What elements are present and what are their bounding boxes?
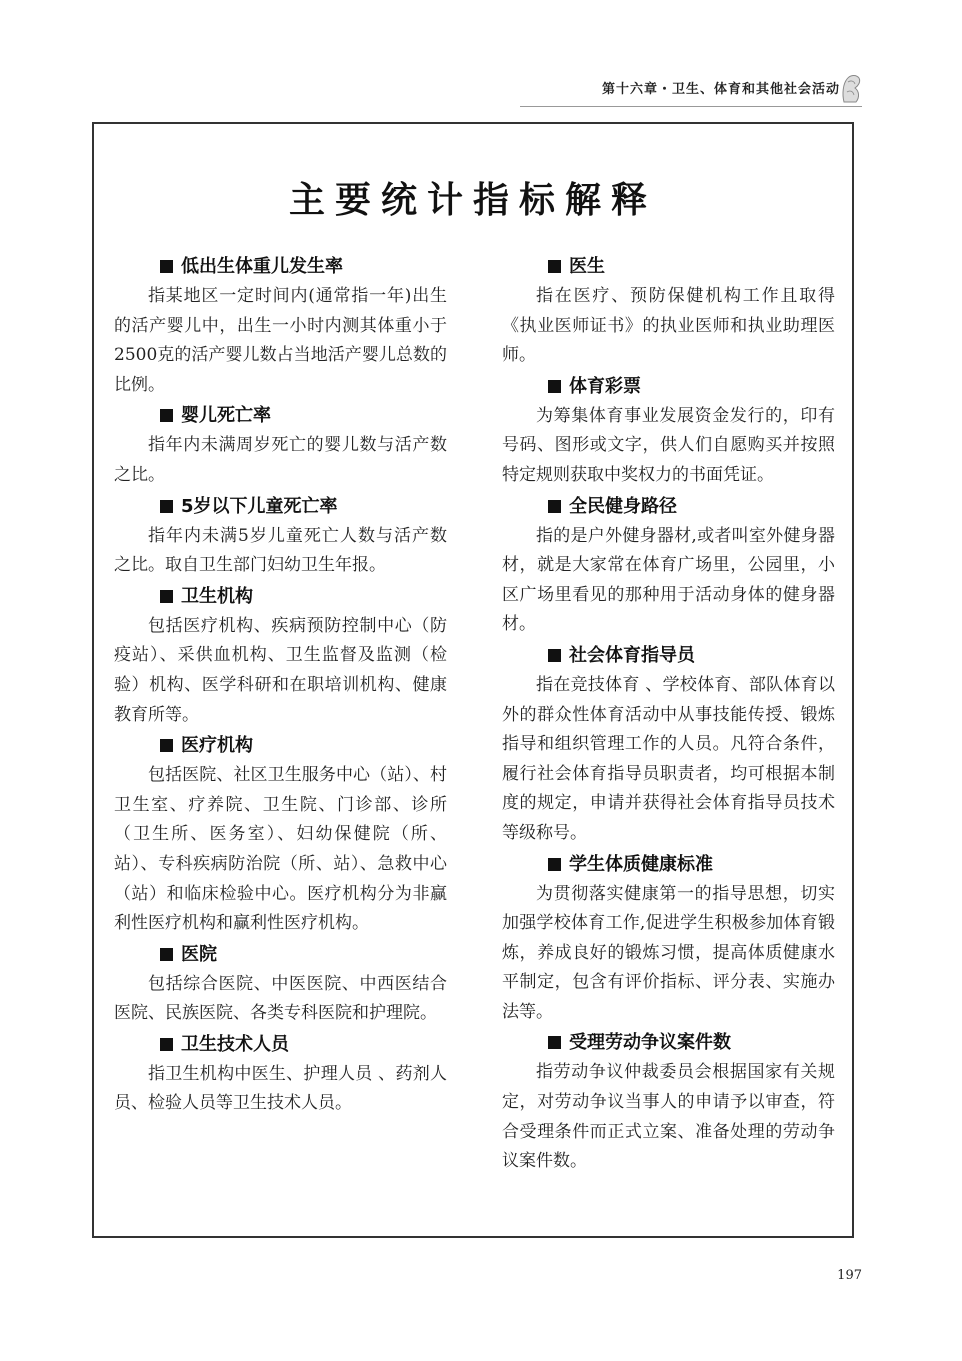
page-title: 主要统计指标解释 <box>288 179 657 221</box>
term-heading: 低出生体重儿发生率 <box>114 252 447 282</box>
page-number: 197 <box>837 1268 862 1283</box>
term-definition: 包括综合医院、中医医院、中西医结合医院、民族医院、各类专科医院和护理院。 <box>114 973 447 1024</box>
left-column <box>114 252 447 1120</box>
content-frame <box>92 122 854 1238</box>
term-heading: 医疗机构 <box>114 731 447 761</box>
term-heading: 婴儿死亡率 <box>114 401 447 431</box>
term-heading: 社会体育指导员 <box>502 641 835 671</box>
term-heading: 体育彩票 <box>502 372 835 402</box>
square-bullet-icon <box>548 380 561 393</box>
header-rule <box>520 106 862 107</box>
square-bullet-icon <box>160 1038 173 1051</box>
chapter-ornament-icon <box>840 72 862 104</box>
square-bullet-icon <box>160 260 173 273</box>
term-definition: 指卫生机构中医生、护理人员 、药剂人员、检验人员等卫生技术人员。 <box>114 1063 447 1114</box>
square-bullet-icon <box>160 948 173 961</box>
term-definition: 为筹集体育事业发展资金发行的，印有号码、图形或文字，供人们自愿购买并按照特定规则获取中奖权力的书面凭证。 <box>502 405 835 485</box>
term-heading: 卫生技术人员 <box>114 1030 447 1060</box>
term-definition: 指年内未满5岁儿童死亡人数与活产数之比。取自卫生部门妇幼卫生年报。 <box>114 525 447 576</box>
term-definition: 包括医疗机构、疾病预防控制中心（防疫站）、采供血机构、卫生监督及监测（检验）机构、医学科研和在职培训机构、健康教育所等。 <box>114 615 447 725</box>
square-bullet-icon <box>160 590 173 603</box>
term-heading: 全民健身路径 <box>502 492 835 522</box>
square-bullet-icon <box>548 1036 561 1049</box>
term-definition: 包括医院、社区卫生服务中心（站）、村卫生室、疗养院、卫生院、门诊部、诊所（卫生所、医务室）、妇幼保健院（所、站）、专科疾病防治院（所、站）、急救中心（站）和临床检验中心。医疗机构分为非赢利性医疗机构和赢利性医疗机构。 <box>114 765 447 934</box>
term-heading: 医院 <box>114 940 447 970</box>
square-bullet-icon <box>160 739 173 752</box>
term-definition: 指在竞技体育 、学校体育、部队体育以外的群众性体育活动中从事技能传授、锻炼指导和组织管理工作的人员。凡符合条件，履行社会体育指导员职责者，均可根据本制度的规定，申请并获得社会体育指导员技术等级称号。 <box>502 674 835 843</box>
term-heading: 5岁以下儿童死亡率 <box>114 492 447 522</box>
running-head: 第十六章・卫生、体育和其他社会活动 <box>601 82 840 97</box>
square-bullet-icon <box>160 409 173 422</box>
term-definition: 指的是户外健身器材,或者叫室外健身器材，就是大家常在体育广场里，公园里，小区广场里看见的那种用于活动身体的健身器材。 <box>502 525 835 635</box>
term-definition: 指年内未满周岁死亡的婴儿数与活产数之比。 <box>114 435 447 485</box>
term-heading: 卫生机构 <box>114 582 447 612</box>
square-bullet-icon <box>548 260 561 273</box>
square-bullet-icon <box>548 858 561 871</box>
square-bullet-icon <box>160 500 173 513</box>
term-definition: 指在医疗、预防保健机构工作且取得《执业医师证书》的执业医师和执业助理医师。 <box>502 286 835 366</box>
term-heading: 医生 <box>502 252 835 282</box>
term-definition: 为贯彻落实健康第一的指导思想，切实加强学校体育工作,促进学生积极参加体育锻炼，养成良好的锻炼习惯，提高体质健康水平制定，包含有评价指标、评分表、实施办法等。 <box>502 883 835 1022</box>
square-bullet-icon <box>548 649 561 662</box>
term-definition: 指劳动争议仲裁委员会根据国家有关规定，对劳动争议当事人的申请予以审查，符合受理条件而正式立案、准备处理的劳动争议案件数。 <box>502 1062 835 1172</box>
term-definition: 指某地区一定时间内(通常指一年)出生的活产婴儿中，出生一小时内测其体重小于2500克的活产婴儿数占当地活产婴儿总数的比例。 <box>114 286 447 395</box>
right-column <box>502 252 835 1178</box>
term-heading: 受理劳动争议案件数 <box>502 1028 835 1058</box>
term-heading: 学生体质健康标准 <box>502 850 835 880</box>
square-bullet-icon <box>548 500 561 513</box>
